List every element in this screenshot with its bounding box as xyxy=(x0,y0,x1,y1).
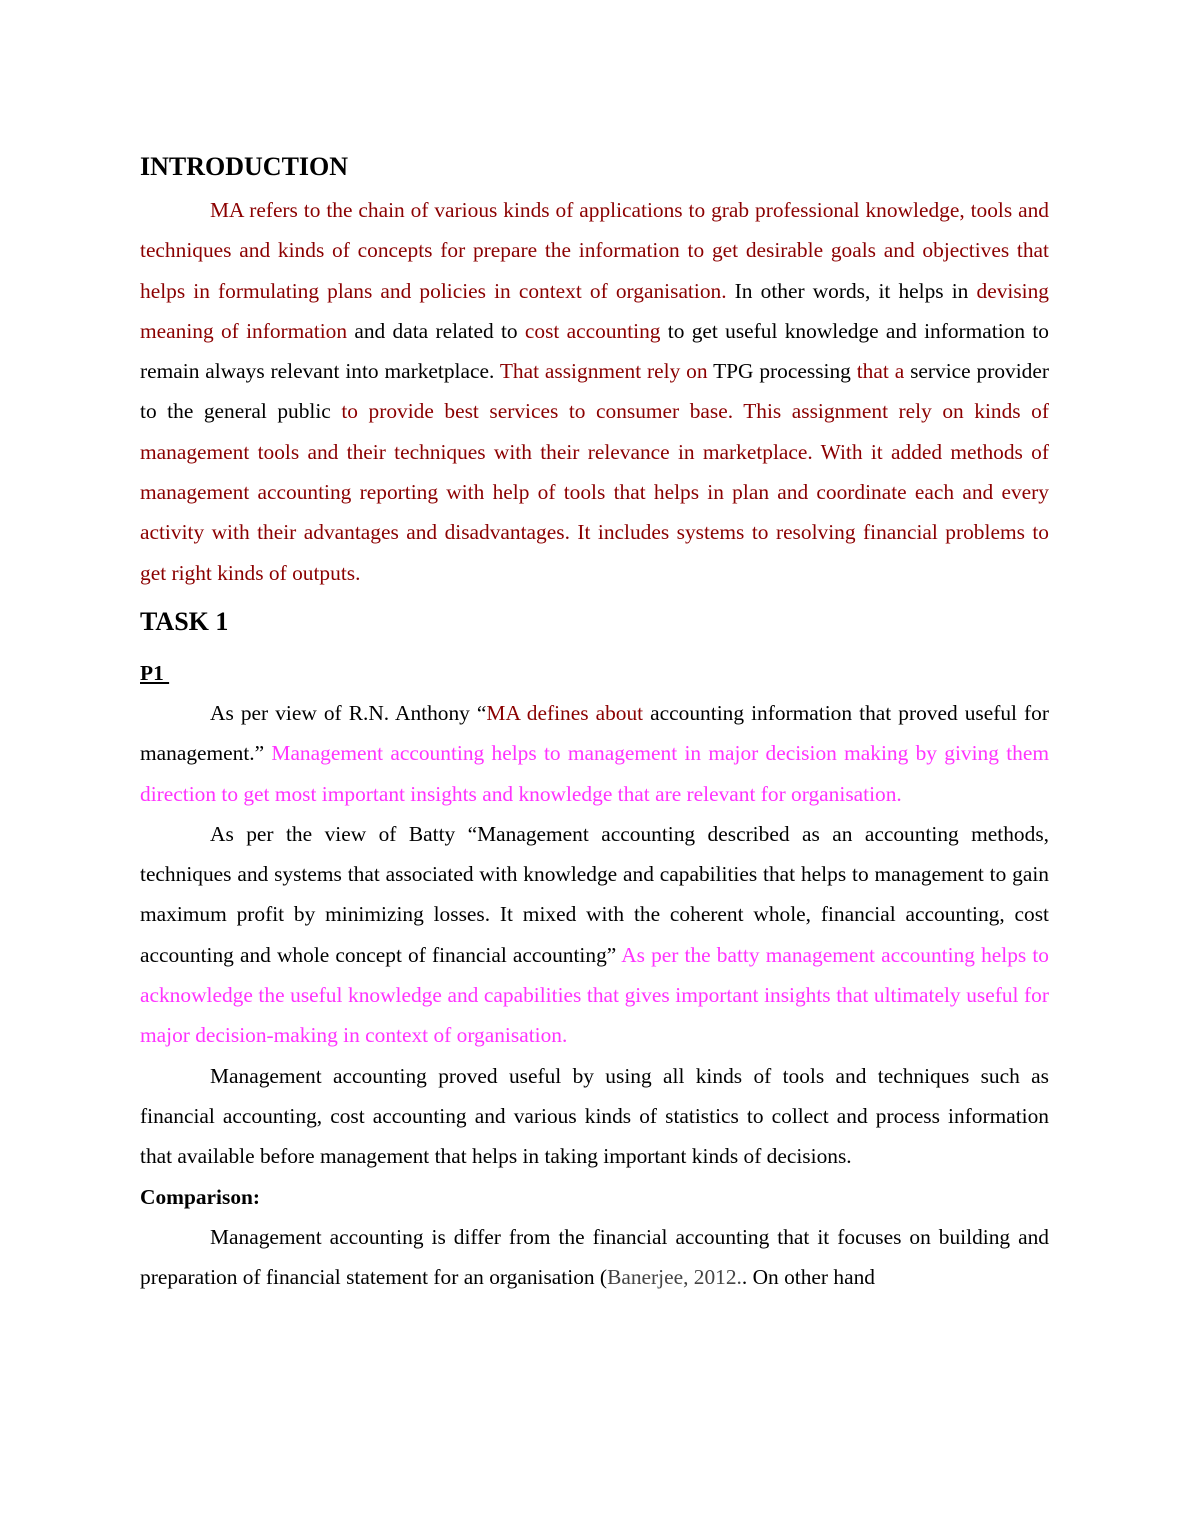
comparison-label: Comparison: xyxy=(140,1184,261,1209)
comparison-text-c: . On other hand xyxy=(741,1264,875,1289)
anthony-text-b: MA defines about xyxy=(486,700,644,725)
batty-paragraph xyxy=(140,814,1049,1056)
intro-text-7: That assignment rely on xyxy=(499,359,708,384)
batty-text-a: As per the view of Batty “Management accounting described as an accounting methods, techniques and systems that associated with knowledge and capabilities that helps to management to gain maximum profit by minimizing losses. It mixed with the coherent whole, financial accounting, cost accounting and whole concept of financial accounting” xyxy=(140,821,1049,967)
comparison-paragraph xyxy=(140,1217,1049,1298)
document-page xyxy=(140,150,1049,1297)
intro-paragraph xyxy=(140,190,1049,593)
intro-text-2: In other words, it helps in xyxy=(726,278,977,303)
comparison-text-a: Management accounting is differ from the financial accounting that it focuses on building and preparation of financial statement for an organisation ( xyxy=(140,1224,1049,1289)
intro-text-3: devising meaning of information xyxy=(140,278,1049,343)
anthony-text-d: Management accounting helps to management in major decision making by giving them direction to get most important insights and knowledge that are relevant for organisation. xyxy=(140,741,1049,806)
intro-text-5: cost accounting xyxy=(524,318,661,343)
introduction-heading: INTRODUCTION xyxy=(140,152,349,181)
intro-text-4: and data related to xyxy=(347,318,525,343)
citation-banerjee: Banerjee, 2012. xyxy=(607,1264,742,1289)
intro-text-9: that a xyxy=(856,359,905,384)
intro-text-8: TPG processing xyxy=(707,359,857,384)
intro-text-11: to provide best services to consumer base. This assignment rely on kinds of management tools and their techniques with their relevance in marketplace. With it added methods of management accounting reporting with help of tools that helps in plan and coordinate each and every activity with their advantages and disadvantages. It includes systems to resolving financial problems to get right kinds of outputs. xyxy=(140,399,1049,585)
anthony-text-a: As per view of R.N. Anthony “ xyxy=(210,700,487,725)
anthony-text-c: accounting information that proved useful for management.” xyxy=(140,700,1049,766)
usefulness-paragraph: Management accounting proved useful by using all kinds of tools and techniques such as financial accounting, cost accounting and various kinds of statistics to collect and process information that available before management that helps in taking important kinds of decisions. xyxy=(140,1063,1049,1169)
intro-text-10: service provider to the general public xyxy=(140,359,1049,424)
intro-text-6: to get useful knowledge and information to remain always relevant into marketplace. xyxy=(140,318,1049,384)
task1-heading: TASK 1 xyxy=(140,606,229,636)
batty-text-b: As per the batty management accounting helps to acknowledge the useful knowledge and capabilities that gives important insights that ultimately useful for major decision-making in context of organisation. xyxy=(140,942,1049,1048)
anthony-paragraph xyxy=(140,693,1049,814)
intro-text-1: MA refers to the chain of various kinds of applications to grab professional knowledge, tools and techniques and kinds of concepts for prepare the information to get desirable goals and objectives that helps in formulating plans and policies in context of organisation. xyxy=(140,198,1049,303)
p1-subheading: P1 xyxy=(140,660,170,685)
